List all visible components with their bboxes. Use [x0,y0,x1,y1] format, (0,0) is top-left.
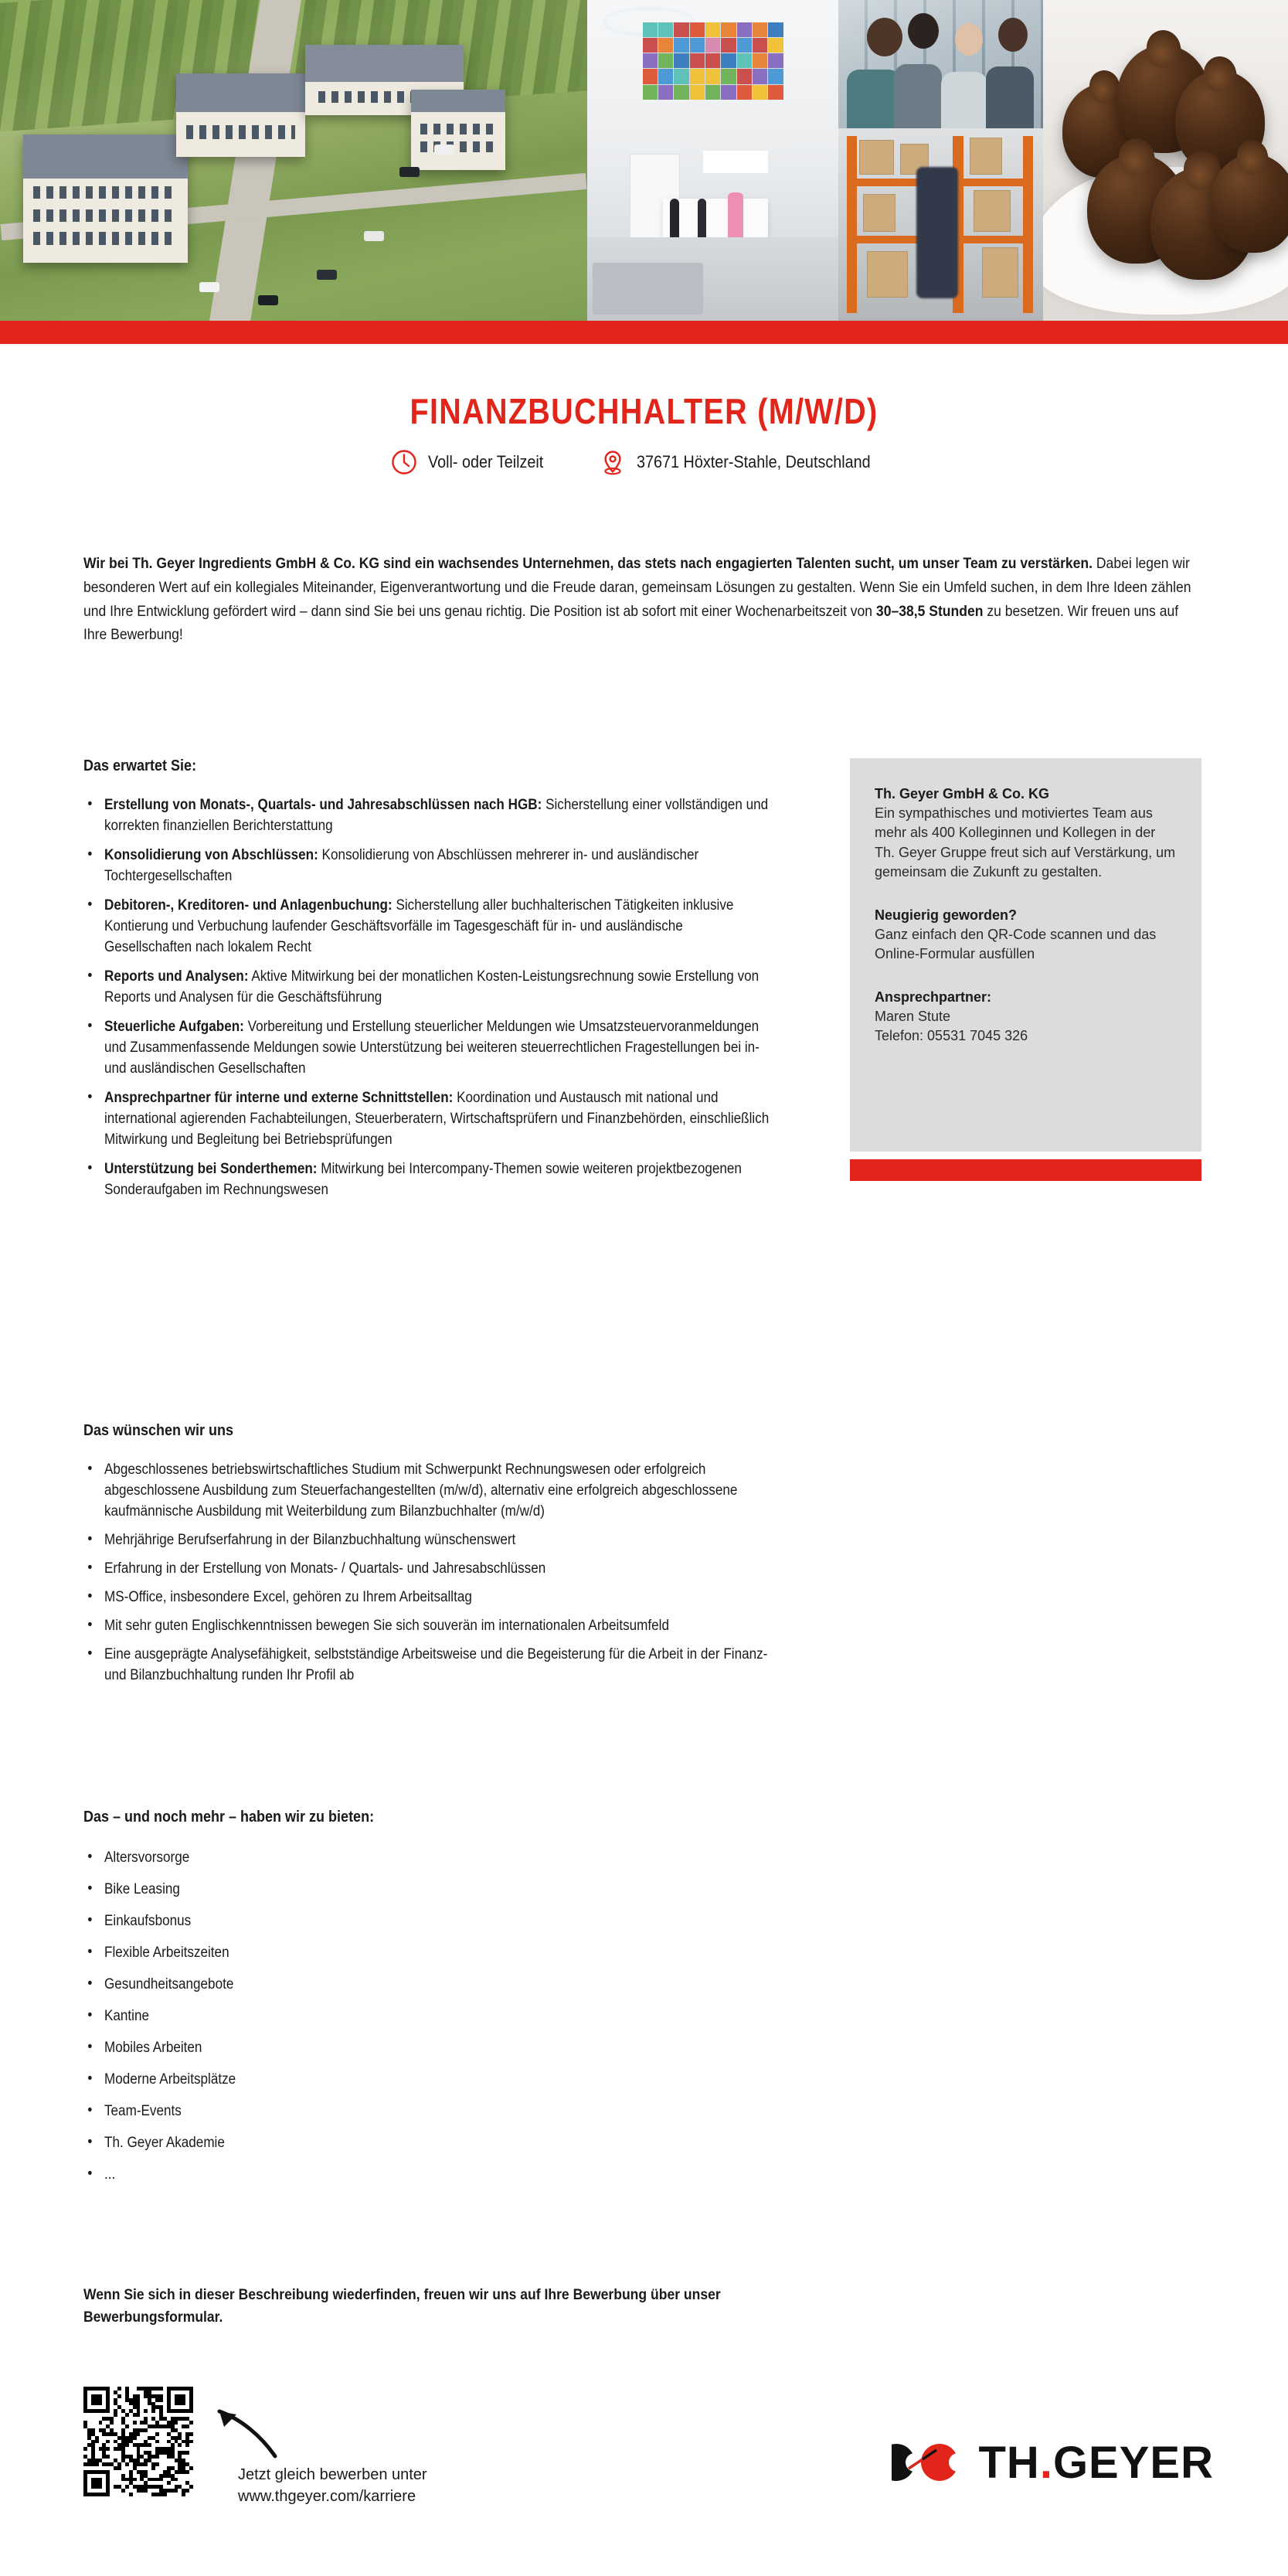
clock-icon [391,449,417,475]
curious-heading: Neugierig geworden? [875,907,1018,924]
list-item: • Eine ausgeprägte Analysefähigkeit, selbstständige Arbeitsweise und die Begeisterung für die Arbeit in der Finanz- und Bilanzbuchhaltung runden Ihr Profil ab [83,1645,770,1686]
item-lead: Unterstützung bei Sonderthemen: [104,1160,318,1177]
spacer [875,883,1178,906]
list-item: • Moderne Arbeitsplätze [83,2070,770,2091]
list-item: • ... [83,2165,770,2186]
list-item [83,1088,770,1151]
intro-rest-1: Dabei legen wir besonderen Wert auf ein kollegiales Miteinander, Eigenverantwortung und die Freude daran, gemeinsam Lösungen zu gestalten. Wenn Sie ein Umfeld suchen, in dem Ihre Ideen zählen und Ihre Entwicklung gefördert wird – dann sind Sie bei uns genau richtig. Die Position ist ab sofort mit einer Wochenarbeitszeit von [83,555,1191,620]
company-name: Th. Geyer GmbH & Co. KG [875,786,1050,801]
intro-hours: 30–38,5 Stunden [875,602,984,620]
list-item: • Gesundheitsangebote [83,1975,770,1996]
expect-list [83,795,771,1200]
warehouse-logistics-photo [838,128,1043,321]
list-item: • Th. Geyer Akademie [83,2133,770,2154]
list-item: • Kantine [83,2006,770,2027]
chocolate-product-photo [1043,0,1288,321]
list-item: • MS-Office, insbesondere Excel, gehören zu Ihrem Arbeitsalltag [83,1587,770,1608]
location-label: 37671 Höxter-Stahle, Deutschland [637,452,871,471]
item-lead: Ansprechpartner für interne und externe Schnittstellen: [104,1089,454,1106]
item-text: Sicherstellung aller buchhalterischen Tätigkeiten inklusive Kontierung und Verbuchung laufender Geschäftsvorfälle im Tagesgeschäft für in- und ausländische Gesellschaften nach lokalem Recht [104,897,734,955]
intro-block [83,552,1204,647]
curved-arrow-icon [207,2401,278,2459]
item-text: Mitwirkung bei Intercompany-Themen sowie weiteren projektbezogenen Sonderaufgaben im Rechnungswesen [104,1160,742,1198]
meeting-team-photo [838,0,1043,128]
section-offer [83,1809,771,2197]
company-info-box [850,758,1201,1152]
list-item: • Einkaufsbonus [83,1911,770,1932]
logo-dot: . [1039,2437,1053,2488]
company-description: Ein sympathisches und motiviertes Team aus mehr als 400 Kolleginnen und Kollegen in der Th. Geyer Gruppe freut sich auf Verstärkung, um gemeinsam die Zukunft zu gestalten. [875,805,1176,880]
intro-paragraph [83,552,1203,647]
title-block [0,390,1288,475]
closing-paragraph: Wenn Sie sich in dieser Beschreibung wiederfinden, freuen wir uns auf Ihre Bewerbung über unser Bewerbungsformular. [83,2286,721,2326]
list-item [83,1017,770,1080]
location-meta [600,449,896,475]
th-geyer-infinity-logo-icon [892,2427,983,2498]
offer-list [83,1848,771,2186]
hero-red-divider [0,321,1288,344]
item-lead: Erstellung von Monats-, Quartals- und Jahresabschlüssen nach HGB: [104,797,542,813]
list-item [83,846,770,887]
section-wish-heading: Das wünschen wir uns [83,1422,234,1439]
logo-text-geyer: GEYER [1052,2437,1214,2488]
page-title: FINANZBUCHHALTER (M/W/D) [410,391,878,431]
contact-phone: Telefon: 05531 7045 326 [875,1028,1028,1044]
spacer [875,965,1178,988]
job-meta-row [0,449,1288,475]
employment-type-label: Voll- oder Teilzeit [428,452,544,471]
list-item: • Bike Leasing [83,1880,770,1901]
item-lead: Debitoren-, Kreditoren- und Anlagenbuchung: [104,897,393,914]
item-text: Vorbereitung und Erstellung steuerlicher Meldungen wie Umsatzsteuervoranmeldungen und Zusammenfassende Meldungen sowie Unterstützung bei weiteren steuerrechtlichen Fragestellungen bei in- und ausländischen Gesellschaften [104,1018,760,1077]
logo-wordmark [978,2437,1214,2489]
curious-text: Ganz einfach den QR-Code scannen und das Online-Formular ausfüllen [875,926,1157,962]
apply-url[interactable]: www.thgeyer.com/karriere [238,2488,416,2506]
intro-lead: Wir bei Th. Geyer Ingredients GmbH & Co. KG sind ein wachsendes Unternehmen, das stets nach engagierten Talenten sucht, um unser Team zu verstärken. [83,555,1093,572]
qr-code-icon[interactable] [83,2387,193,2496]
hero-image-strip [0,0,1288,321]
list-item: • Team-Events [83,2101,770,2122]
item-lead: Konsolidierung von Abschlüssen: [104,846,318,863]
intro-rest-2: zu besetzen. Wir freuen uns auf Ihre Bewerbung! [83,602,1179,644]
employment-type-meta [391,449,556,475]
contact-heading: Ansprechpartner: [875,989,992,1005]
item-text: Sicherstellung einer vollständigen und korrekten finanziellen Berichterstattung [104,797,769,834]
apply-cta-text [238,2464,427,2508]
apply-line-1: Jetzt gleich bewerben unter [238,2466,427,2483]
sidebar-red-divider [850,1159,1201,1181]
wish-list [83,1460,771,1686]
th-geyer-logo [892,2427,1214,2498]
list-item [83,896,770,958]
list-item: • Mobiles Arbeiten [83,2038,770,2059]
list-item: • Flexible Arbeitszeiten [83,1943,770,1964]
item-lead: Steuerliche Aufgaben: [104,1018,244,1035]
list-item: • Erfahrung in der Erstellung von Monats- / Quartals- und Jahresabschlüssen [83,1559,770,1580]
list-item: • Altersvorsorge [83,1848,770,1869]
contact-name: Maren Stute [875,1008,951,1024]
list-item [83,795,770,837]
logo-text-th: TH [978,2437,1040,2488]
list-item [83,1159,770,1201]
campus-aerial-photo [0,0,587,321]
section-offer-heading: Das – und noch mehr – haben wir zu bieten: [83,1809,375,1826]
list-item: • Mit sehr guten Englischkenntnissen bewegen Sie sich souverän im internationalen Arbeitsumfeld [83,1616,770,1637]
item-text: Aktive Mitwirkung bei der monatlichen Kosten-Leistungsrechnung sowie Erstellung von Reports und Analysen für die Geschäftsführung [104,968,760,1006]
section-expect-heading: Das erwartet Sie: [83,757,197,774]
item-text: Koordination und Austausch mit national und international agierenden Fachabteilungen, Steuerberatern, Wirtschaftsprüfern und Finanzbehörden, einschließlich Mitwirkung und Begleitung bei Betriebsprüfungen [104,1089,770,1148]
item-text: Konsolidierung von Abschlüssen mehrerer in- und ausländischer Tochtergesellschaften [104,846,699,884]
section-wish [83,1422,771,1694]
location-pin-icon [600,449,626,475]
section-expect [83,757,771,1209]
list-item [83,967,770,1009]
lobby-reception-photo [587,0,838,321]
list-item: • Mehrjährige Berufserfahrung in der Bilanzbuchhaltung wünschenswert [83,1530,770,1551]
item-lead: Reports und Analysen: [104,968,249,985]
list-item: • Abgeschlossenes betriebswirtschaftliches Studium mit Schwerpunkt Rechnungswesen oder erfolgreich abgeschlossene Ausbildung zum Steuerfachangestellten (m/w/d), alternativ eine erfolgreich abgeschlossene kaufmännische Ausbildung mit Weiterbildung zum Bilanzbuchhalter (m/w/d) [83,1460,770,1523]
